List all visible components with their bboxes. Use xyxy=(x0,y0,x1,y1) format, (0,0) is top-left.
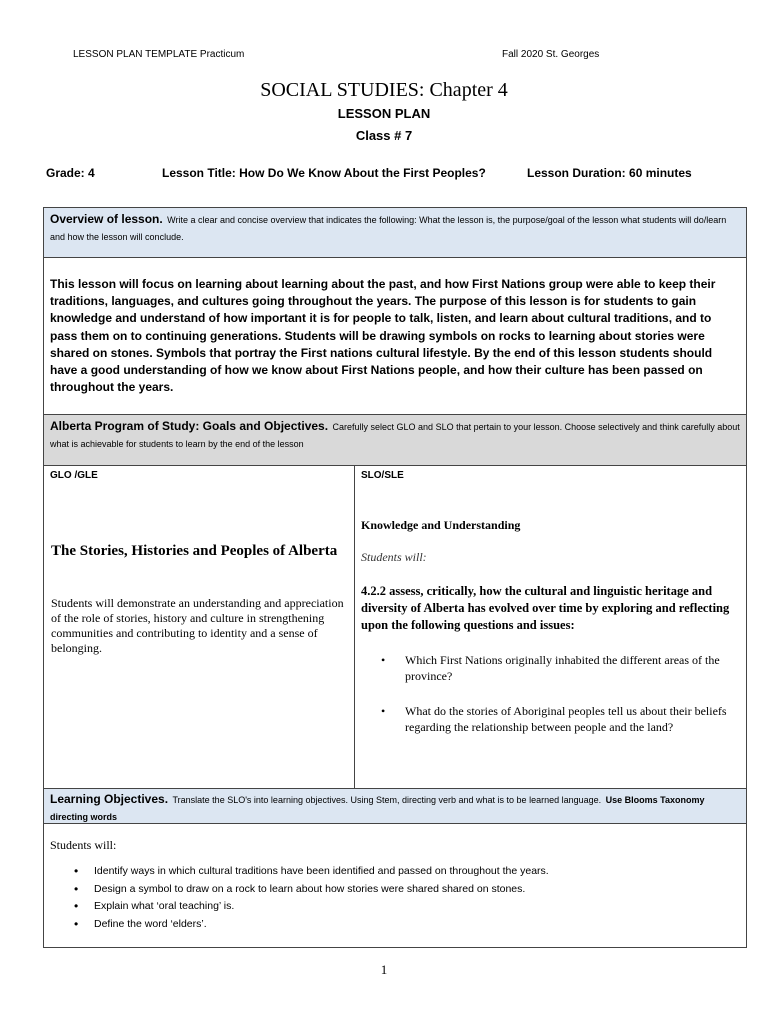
lesson-plan-subtitle: LESSON PLAN xyxy=(337,106,431,121)
learning-header xyxy=(43,789,747,824)
header-left: LESSON PLAN TEMPLATE Practicum xyxy=(73,49,245,60)
slo-knowledge-heading: Knowledge and Understanding xyxy=(361,518,521,532)
grade-field xyxy=(46,166,95,180)
learning-desc-bold: Use Blooms Taxonomy directing words xyxy=(50,795,705,822)
slo-goal: 4.2.2 assess, critically, how the cultural and linguistic heritage and diversity of Alberta has evolved over time by exploring and reflecting upon the following questions and issues: xyxy=(361,584,730,632)
lesson-title-label: Lesson Title: xyxy=(162,166,236,180)
duration-field xyxy=(527,166,692,180)
program-header xyxy=(43,415,747,466)
slo-head: SLO/SLE xyxy=(361,470,404,481)
page-number: 1 xyxy=(380,962,388,977)
list-item: • Which First Nations originally inhabited the different areas of the province? xyxy=(381,652,741,684)
program-title: Alberta Program of Study: Goals and Objectives. xyxy=(50,419,329,433)
page-title: SOCIAL STUDIES: Chapter 4 xyxy=(260,79,508,101)
glo-head: GLO /GLE xyxy=(50,470,98,481)
lesson-title-value: How Do We Know About the First Peoples? xyxy=(239,166,486,180)
learning-desc: Translate the SLO's into learning objectives. Using Stem, directing verb and what is to be learned language. xyxy=(172,795,602,805)
slo-question-list xyxy=(381,652,741,754)
slo-students-will: Students will: xyxy=(361,550,427,564)
slo-column xyxy=(355,466,746,788)
overview-header xyxy=(43,207,747,258)
header-right: Fall 2020 St. Georges xyxy=(502,49,600,60)
glo-title: The Stories, Histories and Peoples of Alberta xyxy=(51,543,338,559)
learning-students-will: Students will: xyxy=(50,838,117,852)
outcomes-row xyxy=(43,466,747,789)
overview-title: Overview of lesson. xyxy=(50,212,163,226)
overview-desc: Write a clear and concise overview that indicates the following: What the lesson is, the purpose/goal of the lesson what students will do/learn and how the lesson will conclude. xyxy=(50,215,727,242)
learning-title: Learning Objectives. xyxy=(50,792,169,806)
duration-value: 60 minutes xyxy=(629,166,692,180)
program-desc: Carefully select GLO and SLO that pertain to your lesson. Choose selectively and think carefully about what is achievable for students to learn by the end of the lesson xyxy=(50,422,740,449)
glo-text: Students will demonstrate an understanding and appreciation of the role of stories, history and culture in strengthening communities and contributing to identity and a sense of belonging. xyxy=(51,596,344,655)
lesson-title-field xyxy=(162,166,486,180)
learning-objective-list xyxy=(50,865,740,935)
list-item: • Define the word ‘elders’. xyxy=(50,918,740,936)
list-item: • Design a symbol to draw on a rock to learn about how stories were shared shared on stones. xyxy=(50,883,740,901)
list-item: • Explain what ‘oral teaching’ is. xyxy=(50,900,740,918)
overview-body: This lesson will focus on learning about learning about the past, and how First Nations group were able to keep their traditions, languages, and cultures going throughout the years. The purpose of this lesson is for students to gain knowledge and understand of how important it is for people to talk, listen, and learn about cultural traditions, and to pass them on to continuing generations. Students will be drawing symbols on rocks to learning about stories were shared on stones. Symbols that portray the First nations cultural lifestyle. By the end of this lesson students should have a good understanding of how we know about First Nations people, and how their culture has been passed on throughout the years. xyxy=(43,258,747,415)
duration-label: Lesson Duration: xyxy=(527,166,626,180)
lesson-plan-table xyxy=(43,207,747,948)
glo-column xyxy=(44,466,355,788)
grade-value: 4 xyxy=(88,166,95,180)
grade-label: Grade: xyxy=(46,166,85,180)
list-item: • What do the stories of Aboriginal peoples tell us about their beliefs regarding the relationship between people and the land? xyxy=(381,703,741,735)
class-number: Class # 7 xyxy=(355,128,413,143)
learning-body xyxy=(43,824,747,948)
list-item: • Identify ways in which cultural traditions have been identified and passed on throughout the years. xyxy=(50,865,740,883)
